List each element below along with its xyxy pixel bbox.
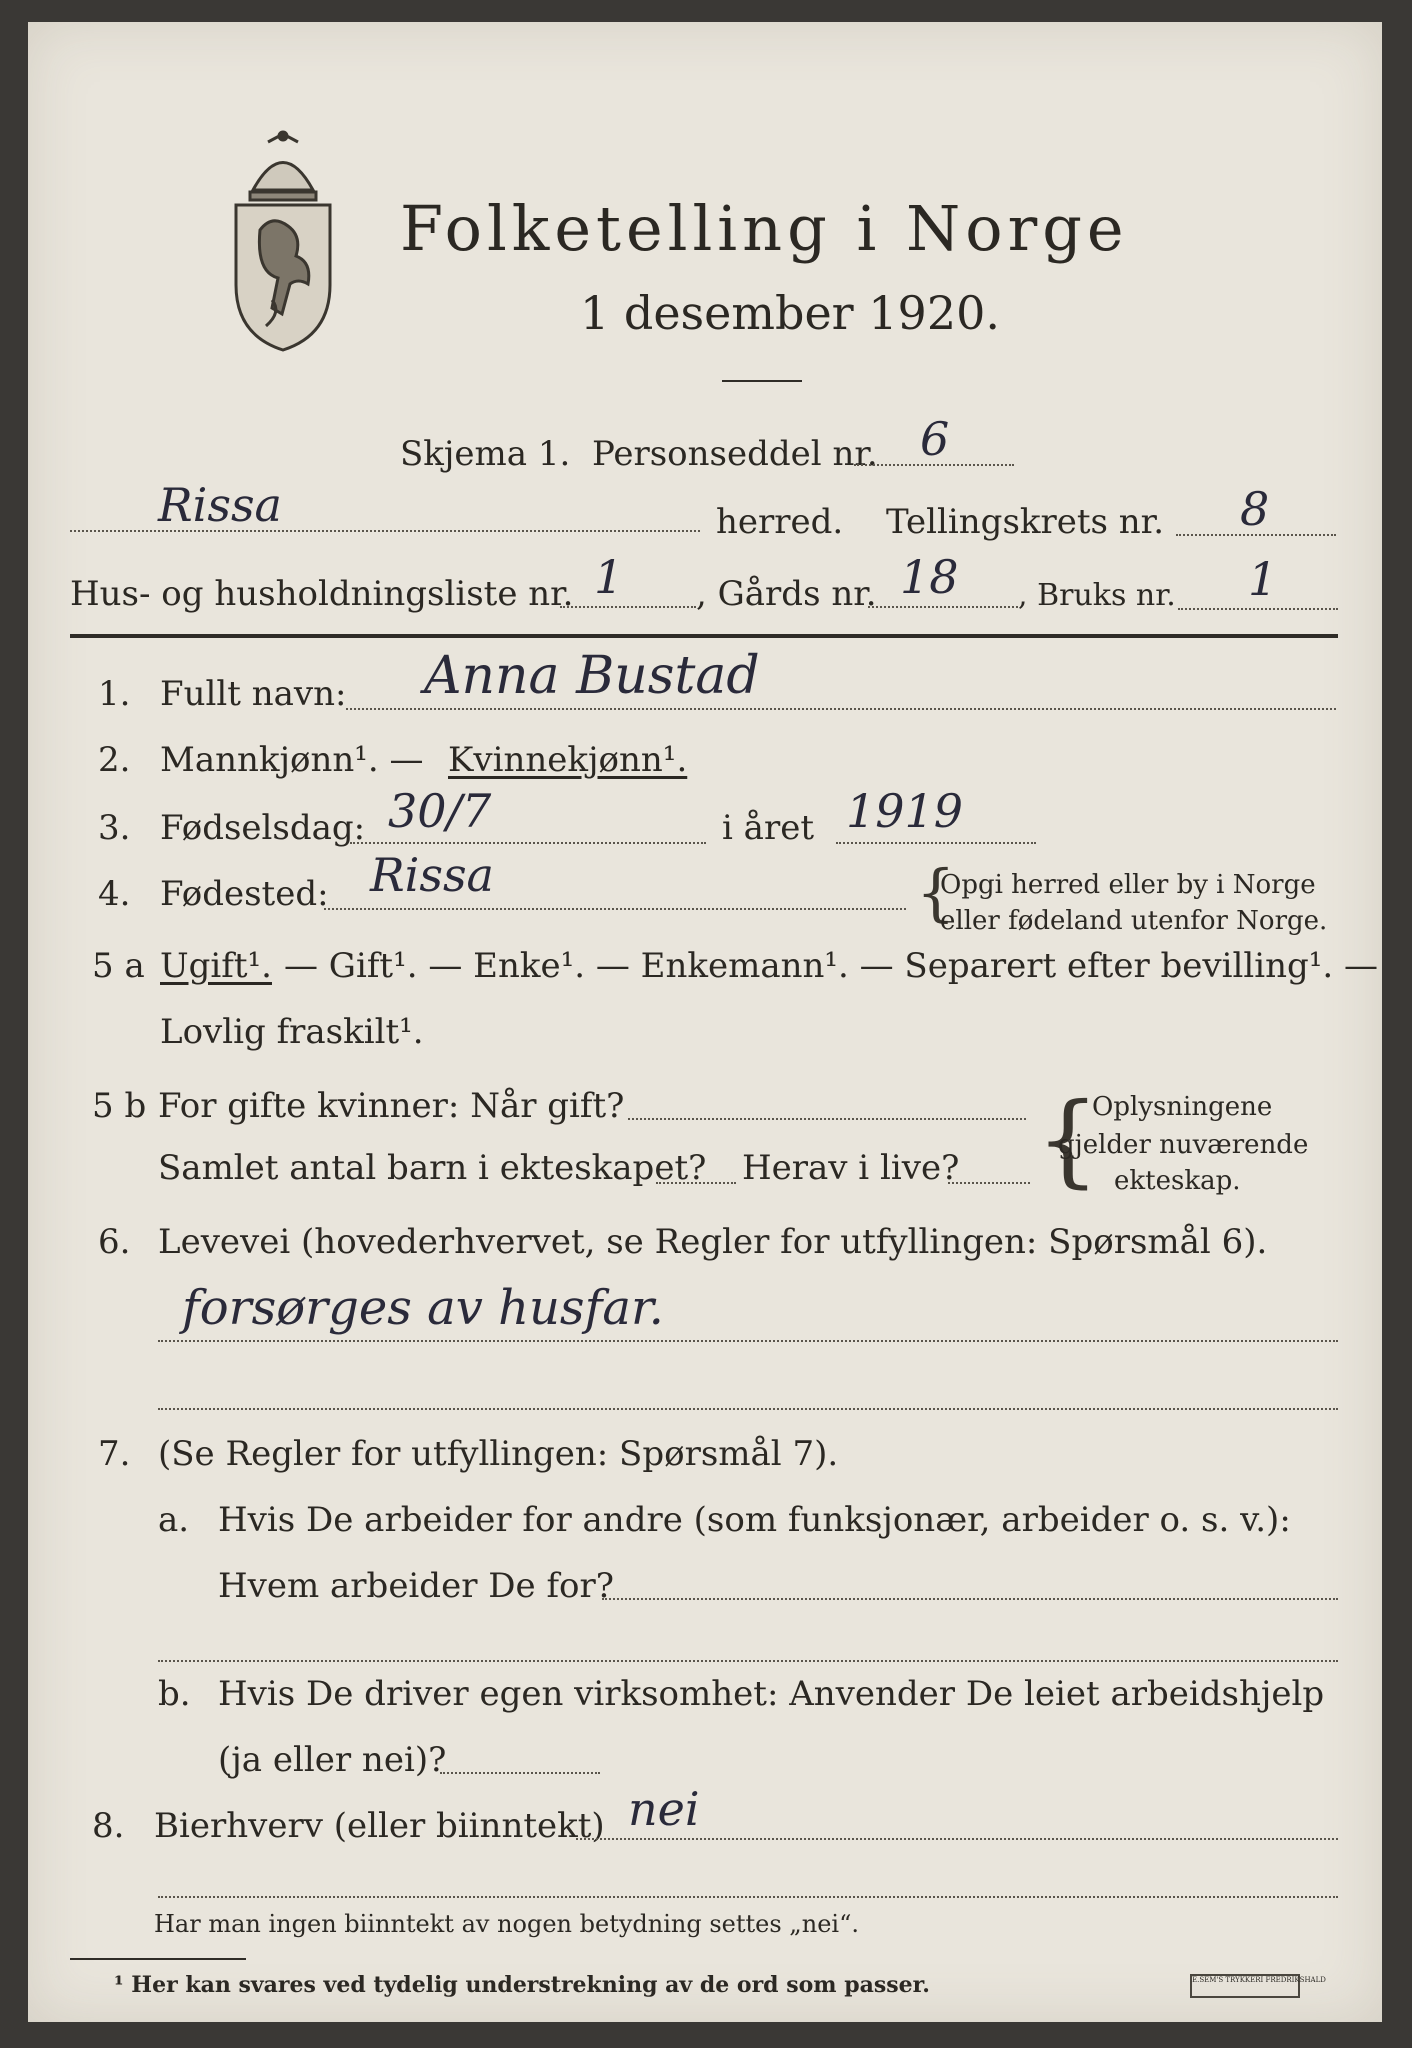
q6-value: forsørges av husfar. <box>182 1280 664 1336</box>
q5a-ugift-underlined: Ugift¹. <box>160 946 272 986</box>
header-rule <box>70 634 1338 638</box>
bruks-value: 1 <box>1248 552 1278 606</box>
q5b-note-line1: Oplysningene <box>1092 1092 1273 1122</box>
printer-stamp-text: E.SEM'S TRYKKERI FREDRIKSHALD <box>1192 1976 1326 1984</box>
q5b-children-dots <box>656 1182 736 1184</box>
husliste-value: 1 <box>594 550 624 604</box>
q7a-label2: Hvem arbeider De for? <box>218 1566 614 1606</box>
bruks-label: , Bruks nr. <box>1018 578 1176 613</box>
q6-number: 6. <box>98 1222 131 1262</box>
bruks-dots <box>1178 608 1338 610</box>
q4-label: Fødested: <box>160 874 329 914</box>
gards-label: , Gårds nr. <box>696 574 877 614</box>
q7-number: 7. <box>98 1434 131 1474</box>
tellingskrets-label: Tellingskrets nr. <box>886 502 1165 542</box>
q5b-label1: For gifte kvinner: Når gift? <box>158 1086 625 1126</box>
q7a-number: a. <box>158 1500 190 1540</box>
q5b-note-line2: gjelder nuværende <box>1058 1130 1309 1160</box>
q8-dots <box>576 1838 1338 1840</box>
q8-value: nei <box>628 1782 700 1836</box>
q2-male: Mannkjønn¹. — <box>160 740 424 780</box>
q7b-number: b. <box>158 1674 191 1714</box>
q7a-dots <box>602 1598 1338 1600</box>
title-divider <box>722 380 802 382</box>
q8-label: Bierhverv (eller biinntekt) <box>154 1806 605 1846</box>
husliste-label: Hus- og husholdningsliste nr. <box>70 574 574 614</box>
q4-value: Rissa <box>370 848 494 902</box>
q7-label: (Se Regler for utfyllingen: Spørsmål 7). <box>158 1434 839 1474</box>
q5b-alive-dots <box>948 1182 1030 1184</box>
q1-value: Anna Bustad <box>424 646 760 706</box>
printer-stamp <box>1190 1974 1326 1998</box>
q4-note-line1: Opgi herred eller by i Norge <box>940 870 1316 900</box>
q2-female-underlined: Kvinnekjønn¹. <box>448 740 688 780</box>
q1-label: Fullt navn: <box>160 674 347 714</box>
q3-dots <box>350 842 706 844</box>
q3-year-dots <box>836 842 1036 844</box>
q5b-brace: { <box>1036 1081 1100 1198</box>
q3-label: Fødselsdag: <box>160 808 366 848</box>
q2-number: 2. <box>98 740 131 780</box>
q7a-line2 <box>158 1660 1338 1662</box>
q5b-label2: Samlet antal barn i ekteskapet? <box>158 1148 707 1188</box>
coat-of-arms-icon <box>228 130 338 355</box>
tellingskrets-value: 8 <box>1240 482 1270 536</box>
q7b-label2: (ja eller nei)? <box>218 1740 447 1780</box>
q5a-line2: Lovlig fraskilt¹. <box>160 1012 424 1052</box>
q4-note-line2: eller fødeland utenfor Norge. <box>940 906 1328 936</box>
gards-dots <box>868 606 1018 608</box>
q7a-label: Hvis De arbeider for andre (som funksjonær, arbeider o. s. v.): <box>218 1500 1291 1540</box>
q4-brace: { <box>916 856 956 929</box>
q7b-label: Hvis De driver egen virksomhet: Anvender De leiet arbeidshjelp <box>218 1674 1325 1714</box>
q1-number: 1. <box>98 674 131 714</box>
q5b-married-dots <box>628 1118 1026 1120</box>
q3-value: 30/7 <box>388 784 492 838</box>
footnote: ¹ Her kan svares ved tydelig understrekning av de ord som passer. <box>114 1972 930 1998</box>
herred-value: Rissa <box>158 478 282 532</box>
q6-line1 <box>158 1340 1338 1342</box>
herred-label: herred. <box>716 502 844 542</box>
q3-year-label: i året <box>722 808 814 848</box>
q4-number: 4. <box>98 874 131 914</box>
q8-note: Har man ingen biinntekt av nogen betydning settes „nei“. <box>154 1910 859 1938</box>
page-title: Folketelling i Norge <box>400 192 1129 265</box>
q5a-number: 5 a <box>92 946 145 986</box>
q5b-note-line3: ekteskap. <box>1114 1166 1241 1196</box>
q3-year-value: 1919 <box>846 784 964 838</box>
q5b-label3: Herav i live? <box>742 1148 960 1188</box>
personseddel-value: 6 <box>920 412 950 466</box>
husliste-dots <box>560 606 696 608</box>
q5a-options: — Gift¹. — Enke¹. — Enkemann¹. — Separert efter bevilling¹. — <box>284 946 1379 986</box>
personseddel-label: Personseddel nr. <box>592 434 878 474</box>
q6-label: Levevei (hovederhvervet, se Regler for utfyllingen: Spørsmål 6). <box>158 1222 1268 1262</box>
q8-number: 8. <box>92 1806 125 1846</box>
q8-line2 <box>158 1896 1338 1898</box>
q1-dots <box>346 708 1336 710</box>
q3-number: 3. <box>98 808 131 848</box>
q5b-number: 5 b <box>92 1086 147 1126</box>
census-form-sheet <box>28 22 1382 2022</box>
q6-line2 <box>158 1408 1338 1410</box>
q7b-dots <box>440 1772 600 1774</box>
schema-label: Skjema 1. <box>400 434 571 474</box>
census-date: 1 desember 1920. <box>580 286 1000 340</box>
footnote-rule <box>70 1958 246 1960</box>
gards-value: 18 <box>900 550 959 604</box>
q4-dots <box>324 908 906 910</box>
